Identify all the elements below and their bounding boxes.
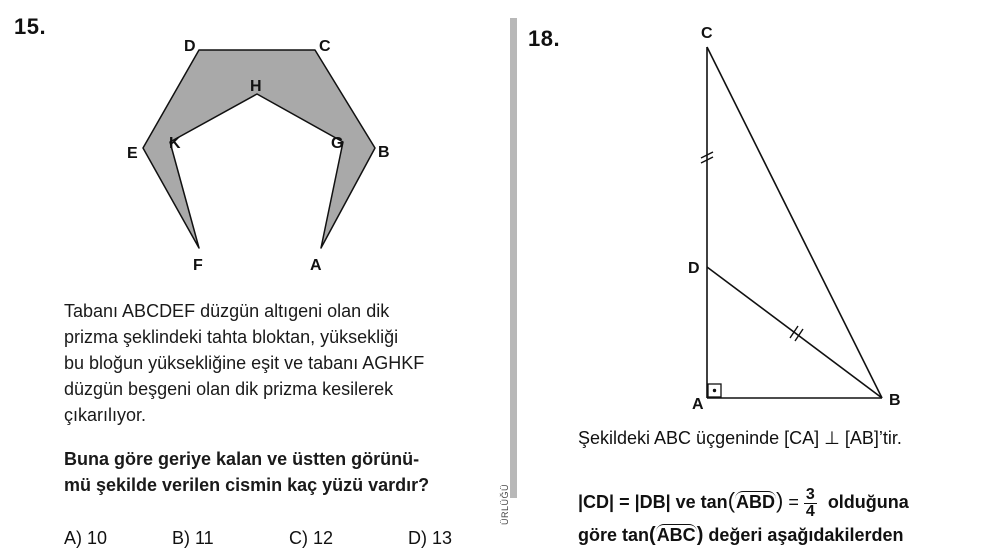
label-G: G	[331, 135, 344, 152]
label-A: A	[692, 396, 704, 413]
condition-line-2	[578, 520, 978, 550]
text-line: çıkarılıyor.	[64, 405, 147, 425]
condition-suffix-2: değeri aşağıdakilerden	[708, 524, 904, 545]
angle-abd: ABD	[736, 492, 776, 512]
condition-line-1	[578, 486, 978, 520]
choice-c[interactable]: C) 12	[289, 528, 334, 548]
label-H: H	[250, 78, 262, 95]
tick-mark-DB	[795, 329, 803, 341]
fraction	[804, 487, 817, 520]
text-line: bu bloğun yüksekliğine eşit ve tabanı AGHKF	[64, 353, 425, 373]
condition-suffix: olduğuna	[827, 492, 909, 512]
tick-mark-DB	[790, 326, 798, 338]
choice-a[interactable]: A) 10	[64, 528, 108, 548]
choice-d[interactable]: D) 13	[408, 528, 453, 548]
question-15-number: 15.	[14, 14, 47, 39]
text-line: düzgün beşgeni olan dik prizma kesilerek	[64, 379, 394, 399]
condition-prefix-2: göre tan	[578, 524, 650, 545]
margin-text: ÜRLÜĞÜ	[500, 483, 510, 525]
equals-sign: =	[788, 492, 799, 512]
question-18-statement: Şekildeki ABC üçgeninde [CA] ⊥ [AB]’tir.	[578, 428, 902, 448]
text-line: prizma şeklindeki tahta bloktan, yüksekliği	[64, 327, 399, 347]
right-angle-dot	[713, 389, 716, 392]
text-line: Tabanı ABCDEF düzgün altıgeni olan dik	[64, 301, 390, 321]
close-paren: )	[696, 523, 704, 546]
close-paren: )	[776, 488, 784, 513]
angle-abc: ABC	[656, 524, 696, 545]
open-paren: (	[649, 523, 656, 546]
label-D: D	[184, 38, 196, 55]
question-18-number: 18.	[528, 26, 561, 51]
label-B: B	[378, 144, 390, 161]
open-paren: (	[727, 488, 736, 513]
prompt-line: mü şekilde verilen cismin kaç yüzü vardır?	[64, 475, 430, 495]
prompt-line: Buna göre geriye kalan ve üstten görünü-	[64, 449, 420, 469]
label-C: C	[701, 25, 713, 42]
label-K: K	[169, 135, 181, 152]
label-B: B	[889, 392, 901, 409]
choice-b[interactable]: B) 11	[172, 528, 214, 548]
condition-prefix: |CD| = |DB| ve tan	[578, 492, 728, 512]
label-D: D	[688, 260, 700, 277]
question-15-prompt	[64, 446, 504, 498]
label-F: F	[193, 257, 203, 274]
label-E: E	[127, 145, 138, 162]
label-C: C	[319, 38, 331, 55]
fraction-denominator: 4	[805, 502, 815, 520]
label-A: A	[310, 257, 322, 274]
question-18-condition	[578, 486, 978, 550]
fraction-numerator: 3	[805, 485, 815, 503]
side-CB	[707, 47, 882, 398]
